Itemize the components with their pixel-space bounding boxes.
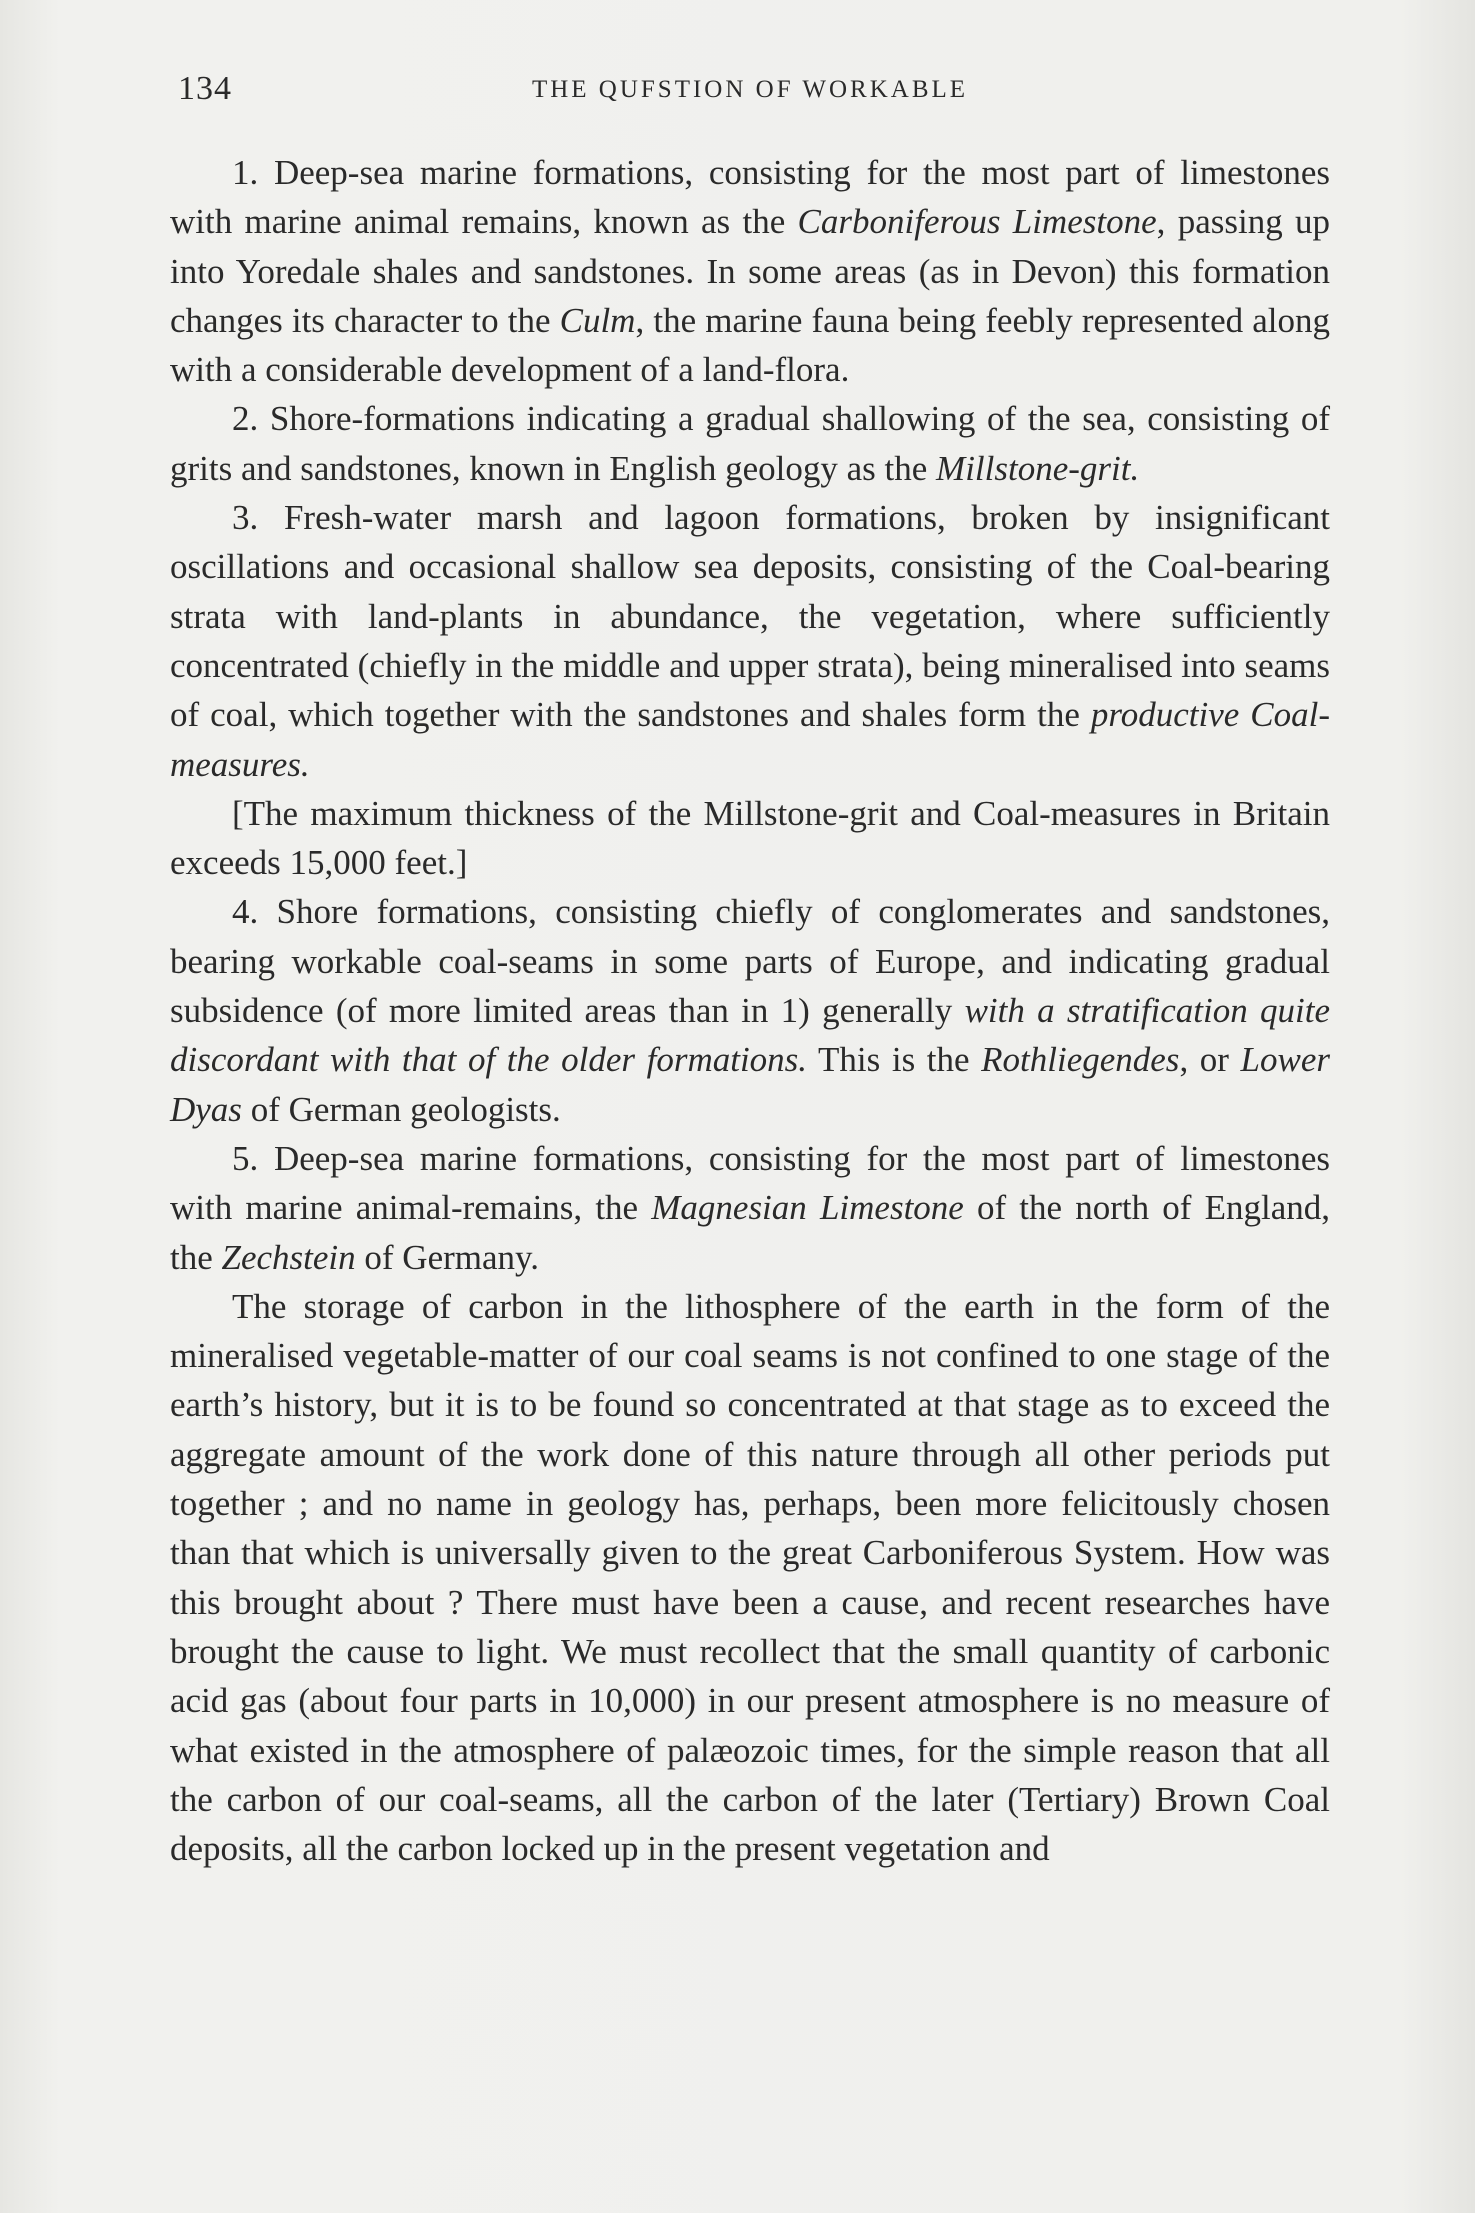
italic-text: productive Coal-measures. (170, 695, 1330, 784)
italic-text: with a stratification quite discordant with that of the older formations. (170, 991, 1330, 1080)
italic-text: Zechstein (221, 1237, 356, 1277)
text-run: , the marine fauna being feebly represented along with a considerable development of a land-flora. (170, 300, 1331, 390)
text-run: 3. Fresh-water marsh and lagoon formations, broken by insignificant oscillations and occasional shallow sea deposits, consisting of the Coal-bearing strata with land-plants in abundance, the vegetation, where sufficiently concentrated (chiefly in the middle and upper strata), being mineralised into seams of coal, which together with the sandstones and shales form the (170, 498, 1330, 735)
running-head: THE QUFSTION OF WORKABLE (531, 76, 969, 103)
italic-text: Culm (559, 300, 636, 340)
text-run: This is the (807, 1040, 982, 1080)
italic-text: Millstone-grit. (936, 448, 1140, 488)
text-run: , passing up into Yoredale shales and sandstones. In some areas (as in Devon) this formation changes its character to the (170, 202, 1331, 340)
paragraph (170, 887, 1330, 1133)
text-run: of the north of England, the (170, 1188, 1330, 1277)
text-run: [The maximum thickness of the Millstone-grit and Coal-measures in Britain exceeds 15,000 feet.] (170, 793, 1330, 883)
text-run: , or (1179, 1040, 1241, 1080)
paragraph (170, 493, 1330, 789)
text-run: of Germany. (355, 1237, 540, 1277)
text-run: 2. Shore-formations indicating a gradual shallowing of the sea, consisting of grits and sandstones, known in English geology as the (170, 399, 1330, 488)
text-run: of German geologists. (241, 1089, 561, 1129)
paragraph (170, 1134, 1330, 1282)
italic-text: Magnesian Limestone (651, 1188, 964, 1228)
text-run: 1. Deep-sea marine formations, consisting for the most part of limestones with marine animal remains, known as the (170, 153, 1330, 242)
italic-text: Carboniferous Limestone (797, 202, 1157, 242)
italic-text: Rothliegendes (981, 1040, 1180, 1080)
paragraph (170, 789, 1330, 888)
text-run: The storage of carbon in the lithosphere of the earth in the form of the mineralised vegetable-matter of our coal seams is not confined to one stage of the earth’s history, but it is to be found so concentrated at that stage as to exceed the aggregate amount of the work done of this nature through all other periods put together ; and no name in geology has, perhaps, been more felicitously chosen than that which is universally given to the great Carboniferous System. How was this brought about ? There must have been a cause, and recent researches have brought the cause to light. We must recollect that the small quantity of carbonic acid gas (about four parts in 10,000) in our present atmosphere is no measure of what existed in the atmosphere of palæozoic times, for the simple reason that all the carbon of our coal-seams, all the carbon of the later (Tertiary) Brown Coal deposits, all the carbon locked up in the present vegetation and (170, 1286, 1330, 1869)
paragraph (170, 394, 1330, 493)
body-text (170, 148, 1330, 1873)
text-run: 4. Shore formations, consisting chiefly of conglomerates and sandstones, bearing workable coal-seams in some parts of Europe, and indicating gradual subsidence (of more limited areas than in 1) generally (170, 892, 1330, 1031)
italic-text: Lower Dyas (170, 1040, 1331, 1129)
paragraph (170, 148, 1330, 394)
page-number: 134 (178, 70, 232, 107)
page-header (170, 70, 1330, 120)
paragraph (170, 1282, 1330, 1874)
text-run: 5. Deep-sea marine formations, consisting for the most part of limestones with marine animal-remains, the (170, 1138, 1330, 1228)
